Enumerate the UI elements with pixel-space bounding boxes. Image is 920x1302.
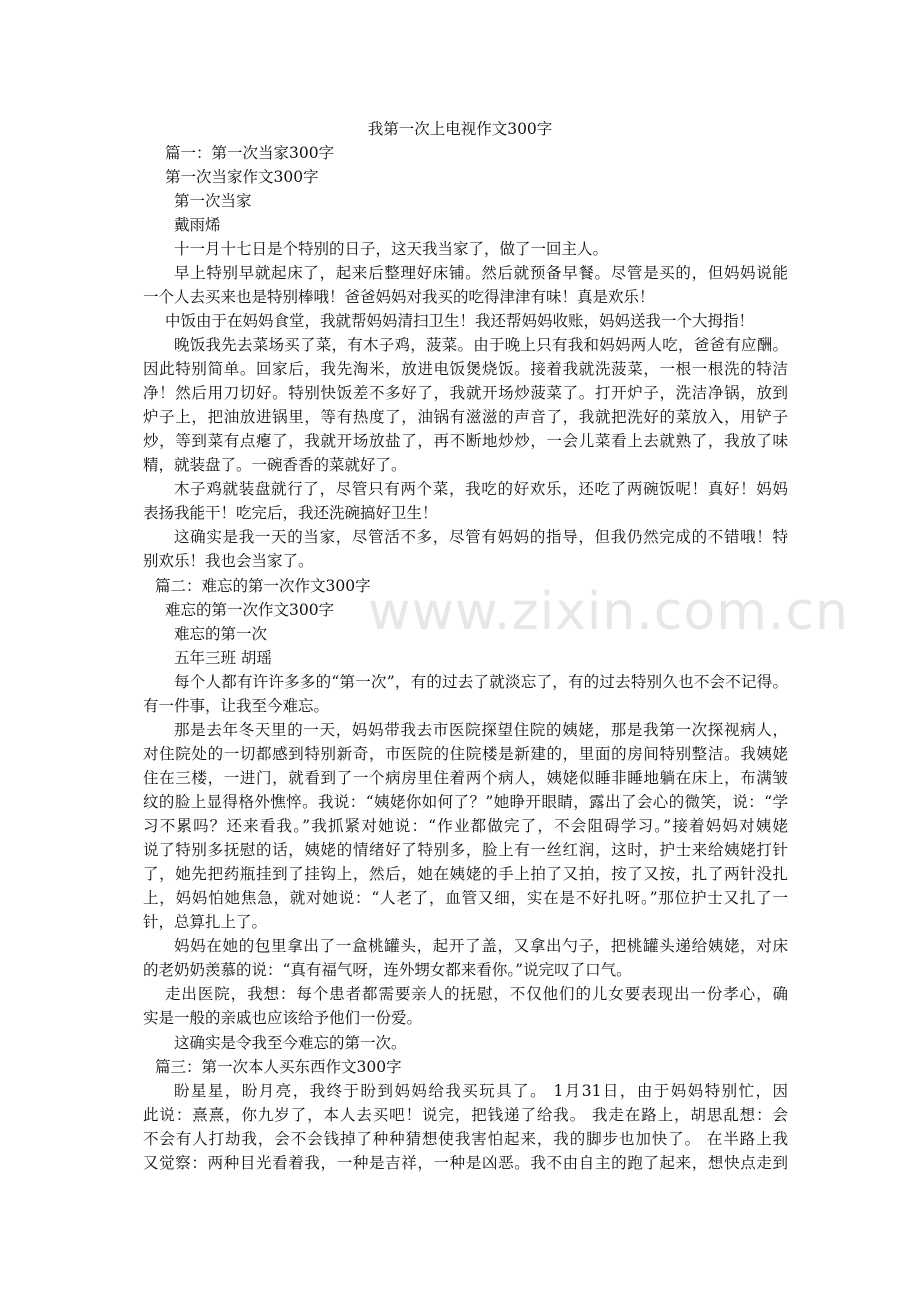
text-line: 炉子上，把油放进锅里，等有热度了，油锅有滋滋的声音了，我就把洗好的菜放入，用铲子 <box>143 408 788 426</box>
text-line: 对住院处的一切都感到特别新奇，市医院的住院楼是新建的，里面的房间特别整洁。我姨姥 <box>143 745 788 763</box>
text-line: 一个人去买来也是特别棒哦！爸爸妈妈对我买的吃得津津有味！真是欢乐！ <box>143 288 655 306</box>
text-line: 此说：熹熹，你九岁了，本人去买吧！说完，把钱递了给我。 我走在路上，胡思乱想：会 <box>143 1106 788 1124</box>
document-title: 我第一次上电视作文300字 <box>367 120 553 138</box>
text-line: 晚饭我先去菜场买了菜，有木子鸡，菠菜。由于晚上只有我和妈妈两人吃，爸爸有应酬。 <box>174 336 788 354</box>
text-line: 篇一：第一次当家300字 <box>165 144 335 162</box>
text-line: 难忘的第一次 <box>174 625 268 643</box>
text-line: 针，总算扎上了。 <box>143 913 268 931</box>
text-line: 这确实是我一天的当家，尽管活不多，尽管有妈妈的指导，但我仍然完成的不错哦！特 <box>174 528 788 546</box>
text-line: 妈妈在她的包里拿出了一盒桃罐头，起开了盖，又拿出勺子，把桃罐头递给姨姥，对床 <box>174 937 788 955</box>
text-line: 木子鸡就装盘就行了，尽管只有两个菜，我吃的好欢乐，还吃了两碗饭呢！真好！妈妈 <box>174 480 788 498</box>
text-line: 说了特别多抚慰的话，姨姥的情绪好了特别多，脸上有一丝红润，这时，护士来给姨姥打针 <box>143 841 788 859</box>
text-line: 炒，等到菜有点瘪了，我就开场放盐了，再不断地炒炒，一会儿菜看上去就熟了，我放了味 <box>143 432 788 450</box>
text-line: 的老奶奶羡慕的说：“真有福气呀，连外甥女都来看你。”说完叹了口气。 <box>143 961 632 979</box>
text-line: 五年三班 胡瑶 <box>174 649 272 667</box>
text-line: 上，妈妈怕她焦急，就对她说：“人老了，血管又细，实在是不好扎呀。”那位护士又扎了一 <box>143 889 788 907</box>
text-line: 不会有人打劫我，会不会钱掉了种种猜想使我害怕起来，我的脚步也加快了。 在半路上我 <box>143 1130 788 1148</box>
text-line: 那是去年冬天里的一天，妈妈带我去市医院探望住院的姨姥，那是我第一次探视病人， <box>174 721 788 739</box>
text-line: 别欢乐！我也会当家了。 <box>143 552 314 570</box>
text-line: 戴雨烯 <box>174 216 221 234</box>
text-line: 又觉察：两种目光看着我，一种是吉祥，一种是凶恶。我不由自主的跑了起来，想快点走到 <box>143 1154 788 1172</box>
text-line: 早上特别早就起床了，起来后整理好床铺。然后就预备早餐。尽管是买的，但妈妈说能 <box>174 264 788 282</box>
text-line: 因此特别简单。回家后，我先淘米，放进电饭煲烧饭。接着我就洗菠菜，一根一根洗的特洁 <box>143 360 788 378</box>
text-line: 精，就装盘了。一碗香香的菜就好了。 <box>143 456 407 474</box>
text-line: 这确实是令我至今难忘的第一次。 <box>174 1034 407 1052</box>
text-line: 净！然后用刀切好。特别快饭差不多好了，我就开场炒菠菜了。打开炉子，洗洁净锅，放到 <box>143 384 788 402</box>
watermark: www.zixin.com.cn <box>368 582 849 642</box>
text-line: 习不累吗？还来看我。”我抓紧对她说：“作业都做完了，不会阻碍学习。”接着妈妈对姨姥 <box>143 817 788 835</box>
text-line: 了，她先把药瓶挂到了挂钩上，然后，她在姨姥的手上拍了又拍，按了又按，扎了两针没扎 <box>143 865 788 883</box>
text-line: 十一月十七日是个特别的日子，这天我当家了，做了一回主人。 <box>174 240 609 258</box>
text-line: 走出医院，我想：每个患者都需要亲人的抚慰，不仅他们的儿女要表现出一份孝心，确 <box>165 985 788 1003</box>
text-line: 每个人都有许许多多的“第一次”，有的过去了就淡忘了，有的过去特别久也不会不记得。 <box>174 673 788 691</box>
text-line: 表扬我能干！吃完后，我还洗碗搞好卫生！ <box>143 504 438 522</box>
text-line: 难忘的第一次作文300字 <box>165 601 335 619</box>
text-line: 盼星星，盼月亮，我终于盼到妈妈给我买玩具了。 1月31日，由于妈妈特别忙，因 <box>174 1082 788 1100</box>
text-line: 第一次当家 <box>174 192 252 210</box>
text-line: 有一件事，让我至今难忘。 <box>143 697 330 715</box>
text-line: 实是一般的亲戚也应该给予他们一份爱。 <box>143 1009 423 1027</box>
text-line: 纹的脸上显得格外憔悴。我说：“姨姥你如何了？”她睁开眼睛，露出了会心的微笑，说：“学 <box>143 793 788 811</box>
text-line: 住在三楼，一进门，就看到了一个病房里住着两个病人，姨姥似睡非睡地躺在床上，布满皱 <box>143 769 788 787</box>
text-line: 中饭由于在妈妈食堂，我就帮妈妈清扫卫生！我还帮妈妈收账，妈妈送我一个大拇指！ <box>165 312 755 330</box>
text-line: 篇三：第一次本人买东西作文300字 <box>155 1058 402 1076</box>
text-line: 第一次当家作文300字 <box>165 168 319 186</box>
text-line: 篇二：难忘的第一次作文300字 <box>155 577 371 595</box>
